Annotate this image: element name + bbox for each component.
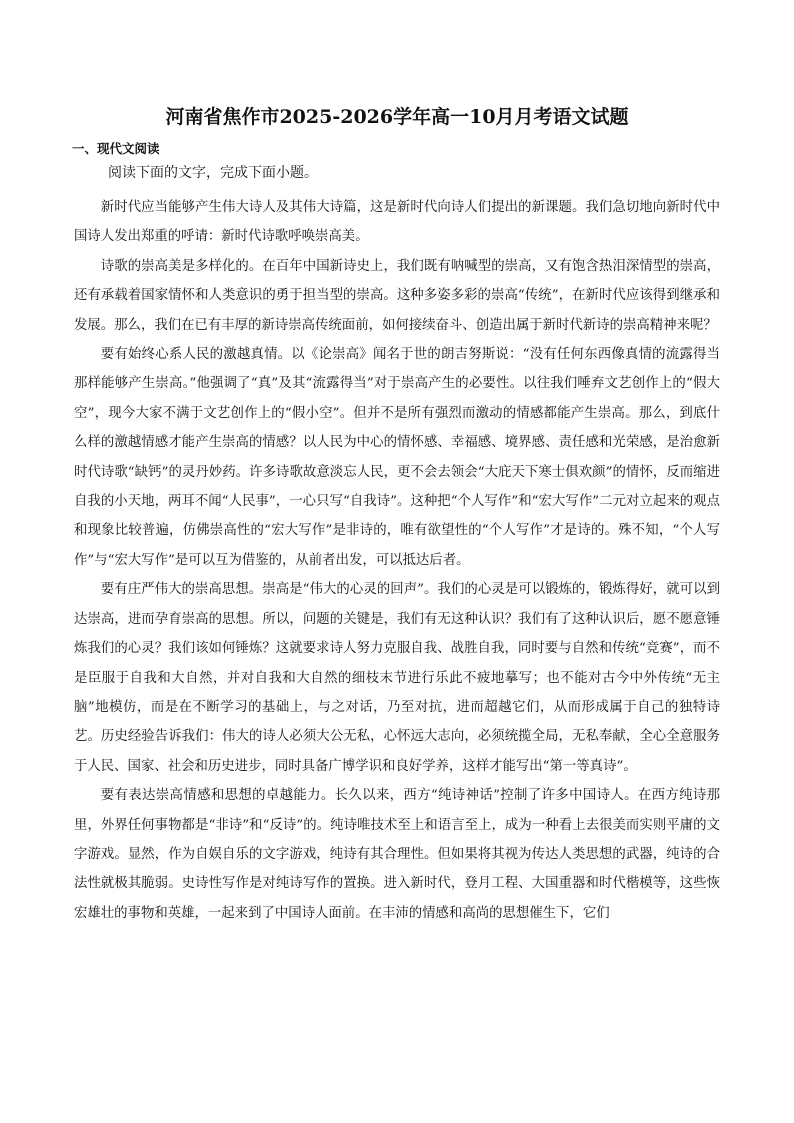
reading-instruction: 阅读下面的文字，完成下面小题。 xyxy=(108,165,318,181)
passage-paragraph-2: 诗歌的崇高美是多样化的。在百年中国新诗史上，我们既有呐喊型的崇高，又有饱含热泪深情型的崇高，还有承载着国家情怀和人类意识的勇于担当型的崇高。这种多姿多彩的崇高“传统”，在新时代应该得到继承和发展。那么，我们在已有丰厚的新诗崇高传统面前，如何接续奋斗、创造出属于新时代新诗的崇高精神来呢？ xyxy=(74,258,720,333)
passage-paragraph-4: 要有庄严伟大的崇高思想。崇高是“伟大的心灵的回声”。我们的心灵是可以锻炼的，锻炼得好，就可以到达崇高，进而孕育崇高的思想。所以，问题的关键是，我们有无这种认识？我们有了这种认识后，愿不愿意锤炼我们的心灵？我们该如何锤炼？这就要求诗人努力克服自我、战胜自我，同时要与自然和传统“竞赛”，而不是臣服于自我和大自然，并对自我和大自然的细枝末节进行乐此不疲地摹写；也不能对古今中外传统“无主脑”地模仿，而是在不断学习的基础上，与之对话，乃至对抗，进而超越它们，从而形成属于自己的独特诗艺。历史经验告诉我们：伟大的诗人必须大公无私，心怀远大志向，必须统揽全局，无私奉献，全心全意服务于人民、国家、社会和历史进步，同时具备广博学识和良好学养，这样才能写出“第一等真诗”。 xyxy=(74,582,720,774)
document-title: 河南省焦作市2025-2026学年高一10月月考语文试题 xyxy=(165,106,629,128)
passage-paragraph-5: 要有表达崇高情感和思想的卓越能力。长久以来，西方“纯诗神话”控制了许多中国诗人。在西方纯诗那里，外界任何事物都是“非诗”和“反诗”的。纯诗唯技术至上和语言至上，成为一种看上去很美而实则平庸的文字游戏。显然，作为自娱自乐的文字游戏，纯诗有其合理性。但如果将其视为传达人类思想的武器，纯诗的合法性就极其脆弱。史诗性写作是对纯诗写作的置换。进入新时代，登月工程、大国重器和时代楷模等，这些恢宏雄壮的事物和英雄，一起来到了中国诗人面前。在丰沛的情感和高尚的思想催生下，它们 xyxy=(74,788,720,921)
passage-body xyxy=(74,193,720,928)
section-heading: 一、现代文阅读 xyxy=(72,141,160,156)
passage-paragraph-1: 新时代应当能够产生伟大诗人及其伟大诗篇，这是新时代向诗人们提出的新课题。我们急切地向新时代中国诗人发出郑重的呼请：新时代诗歌呼唤崇高美。 xyxy=(74,200,720,245)
passage-paragraph-3: 要有始终心系人民的激越真情。以《论崇高》闻名于世的朗吉努斯说：“没有任何东西像真情的流露得当那样能够产生崇高。”他强调了“真”及其“流露得当”对于崇高产生的必要性。以往我们唾弃文艺创作上的“假大空”，现今大家不满于文艺创作上的“假小空”。但并不是所有强烈而激动的情感都能产生崇高。那么，到底什么样的激越情感才能产生崇高的情感？以人民为中心的情怀感、幸福感、境界感、责任感和光荣感，是治愈新时代诗歌“缺钙”的灵丹妙药。许多诗歌故意淡忘人民，更不会去领会“大庇天下寒士俱欢颜”的情怀，反而缩进自我的小天地，两耳不闻“人民事”，一心只写“自我诗”。这种把“个人写作”和“宏大写作”二元对立起来的观点和现象比较普遍，仿佛崇高性的“宏大写作”是非诗的，唯有欲望性的“个人写作”才是诗的。殊不知，“个人写作”与“宏大写作”是可以互为借鉴的，从前者出发，可以抵达后者。 xyxy=(74,347,720,568)
